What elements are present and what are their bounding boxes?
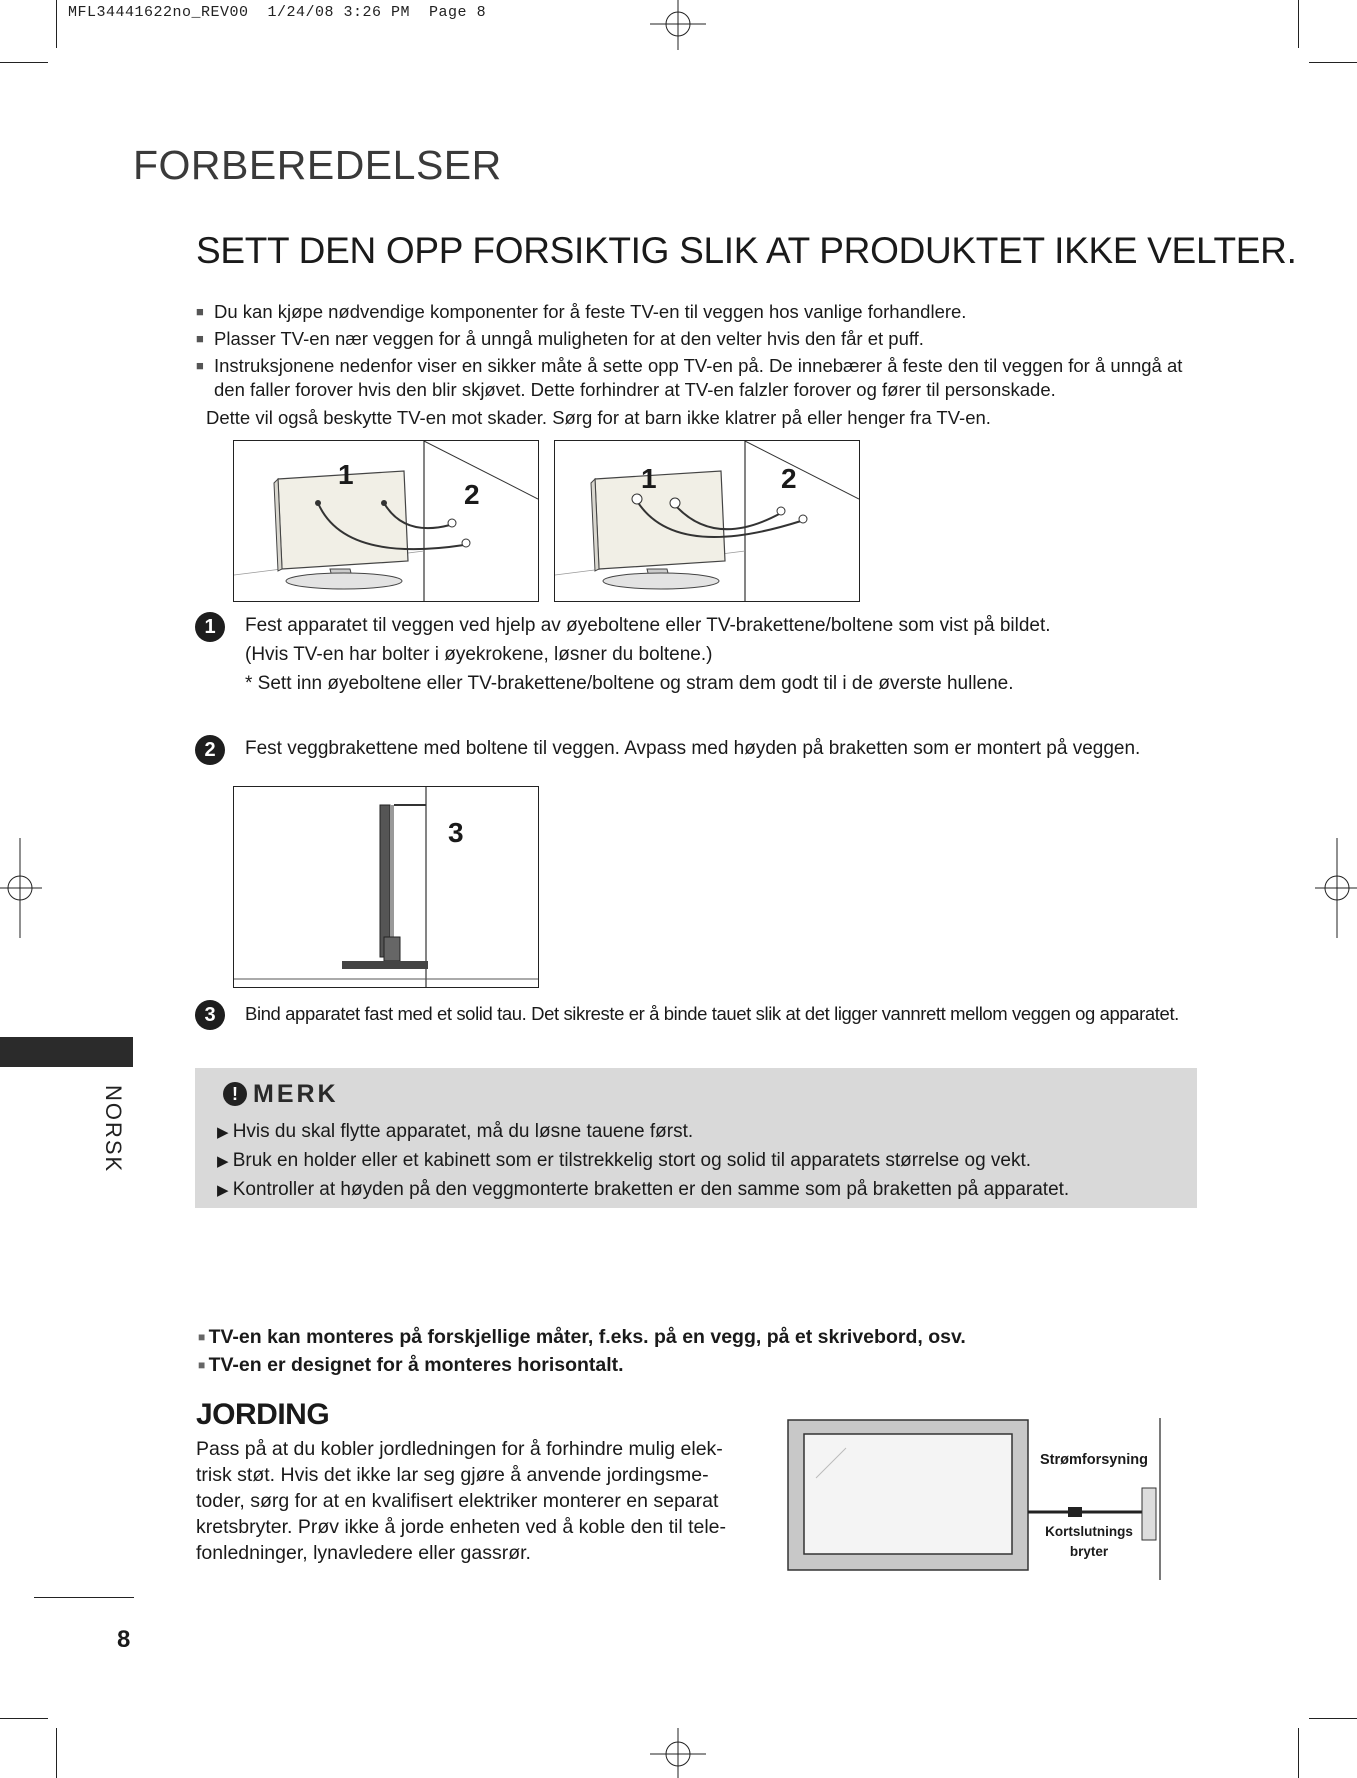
- note-box: [195, 1068, 1197, 1208]
- section-title: FORBEREDELSER: [133, 142, 502, 188]
- tv-wall-illustration: [234, 441, 538, 601]
- figure-label: 1: [641, 463, 657, 494]
- intro-bullet: ■ Plasser TV-en nær veggen for å unngå muligheten for at den velter hvis den får et puff.: [196, 325, 1196, 352]
- grounding-line: fonledninger, lynavledere eller gassrør.: [196, 1542, 531, 1564]
- grounding-body: [196, 1436, 741, 1566]
- step-2-text: [245, 734, 1140, 763]
- note-item: ▶ Hvis du skal flytte apparatet, må du løsne tauene først.: [217, 1118, 1069, 1147]
- step-number: 1: [195, 612, 225, 642]
- step-1-text: [245, 611, 1051, 698]
- mount-bullet: ■ TV-en er designet for å monteres horisontalt.: [198, 1351, 966, 1379]
- figure-label: 2: [464, 479, 480, 510]
- crop-mark: [1309, 62, 1357, 63]
- step-number: 2: [195, 735, 225, 765]
- figure-tv-bracket: [554, 440, 860, 602]
- figure-label: 2: [781, 463, 797, 494]
- power-supply-label: Strømforsyning: [1040, 1452, 1148, 1468]
- registration-mark-left: [0, 838, 42, 938]
- figure-label: 1: [338, 459, 354, 490]
- note-list: [217, 1118, 1069, 1205]
- crop-mark: [56, 1728, 57, 1778]
- tv-side-illustration: [234, 787, 538, 987]
- step-line: Bind apparatet fast med et solid tau. Det sikreste er å binde tauet slik at det ligger vannrett mellom veggen og apparatet.: [245, 1003, 1179, 1024]
- mount-bullet-list: [198, 1323, 966, 1379]
- grounding-line: kretsbryter. Prøv ikke å jorde enheten ved å koble den til tele-: [196, 1516, 727, 1538]
- page-number: 8: [117, 1626, 131, 1653]
- note-item: ▶ Bruk en holder eller et kabinett som er tilstrekkelig stort og solid til apparatets størrelse og vekt.: [217, 1147, 1069, 1176]
- step-line: Fest apparatet til veggen ved hjelp av øyeboltene eller TV-brakettene/boltene som vist på bildet.: [245, 615, 1051, 636]
- intro-bullet-list: [196, 298, 1196, 431]
- step-3-text: [245, 999, 1179, 1028]
- grounding-line: Pass på at du kobler jordledningen for å forhindre mulig elek-: [196, 1438, 723, 1460]
- file-header: MFL34441622no_REV00 1/24/08 3:26 PM Page 8: [68, 4, 487, 21]
- crop-mark: [1309, 1718, 1357, 1719]
- language-tab: [0, 1037, 133, 1067]
- figure-rope-tie: [233, 786, 539, 988]
- crop-mark: [1298, 0, 1299, 48]
- registration-mark-right: [1315, 838, 1357, 938]
- grounding-diagram: [786, 1418, 1166, 1580]
- crop-mark: [1298, 1728, 1299, 1778]
- breaker-label-line: Kortslutnings: [1045, 1524, 1133, 1539]
- breaker-label: [1044, 1522, 1134, 1562]
- intro-extra: Dette vil også beskytte TV-en mot skader. Sørg for at barn ikke klatrer på eller henger fra TV-en.: [206, 407, 991, 428]
- breaker-label-line: bryter: [1069, 1544, 1109, 1559]
- grounding-title: JORDING: [196, 1398, 330, 1431]
- crop-mark: [0, 62, 48, 63]
- figure-eyebolt-bracket: [233, 440, 539, 602]
- registration-mark-bottom: [628, 1728, 728, 1778]
- step-line: (Hvis TV-en har bolter i øyekrokene, løsner du boltene.): [245, 644, 713, 665]
- main-heading: SETT DEN OPP FORSIKTIG SLIK AT PRODUKTET IKKE VELTER.: [196, 230, 1297, 271]
- mount-bullet: ■ TV-en kan monteres på forskjellige måter, f.eks. på en vegg, på et skrivebord, osv.: [198, 1323, 966, 1351]
- grounding-line: toder, sørg for at en kvalifisert elektriker monterer en separat: [196, 1490, 719, 1512]
- figure-label: 3: [448, 817, 464, 848]
- exclamation-icon: !: [223, 1082, 247, 1106]
- tv-wall-illustration: [555, 441, 859, 601]
- step-line: * Sett inn øyeboltene eller TV-brakettene/boltene og stram dem godt til i de øverste hullene.: [245, 673, 1014, 694]
- grounding-line: trisk støt. Hvis det ikke lar seg gjøre å anvende jordingsme-: [196, 1464, 709, 1486]
- footer-rule: [34, 1597, 134, 1598]
- language-label: NORSK: [101, 1085, 126, 1174]
- step-line: Fest veggbrakettene med boltene til veggen. Avpass med høyden på braketten som er montert på veggen.: [245, 738, 1141, 759]
- note-title-text: MERK: [253, 1080, 339, 1108]
- crop-mark: [56, 0, 57, 48]
- intro-bullet: ■ Du kan kjøpe nødvendige komponenter for å feste TV-en til veggen hos vanlige forhandlere.: [196, 298, 1196, 325]
- step-number: 3: [195, 1000, 225, 1030]
- crop-mark: [0, 1718, 48, 1719]
- note-title: [223, 1080, 339, 1109]
- registration-mark-top: [628, 0, 728, 50]
- note-item: ▶ Kontroller at høyden på den veggmonterte braketten er den samme som på braketten på apparatet.: [217, 1176, 1069, 1205]
- intro-bullet: ■ Instruksjonene nedenfor viser en sikker måte å sette opp TV-en på. De innebærer å feste den til veggen for å unngå at den faller forover hvis den blir skjøvet. Dette forhindrer at TV-en falzler forover og fører til personskade.: [196, 354, 1196, 402]
